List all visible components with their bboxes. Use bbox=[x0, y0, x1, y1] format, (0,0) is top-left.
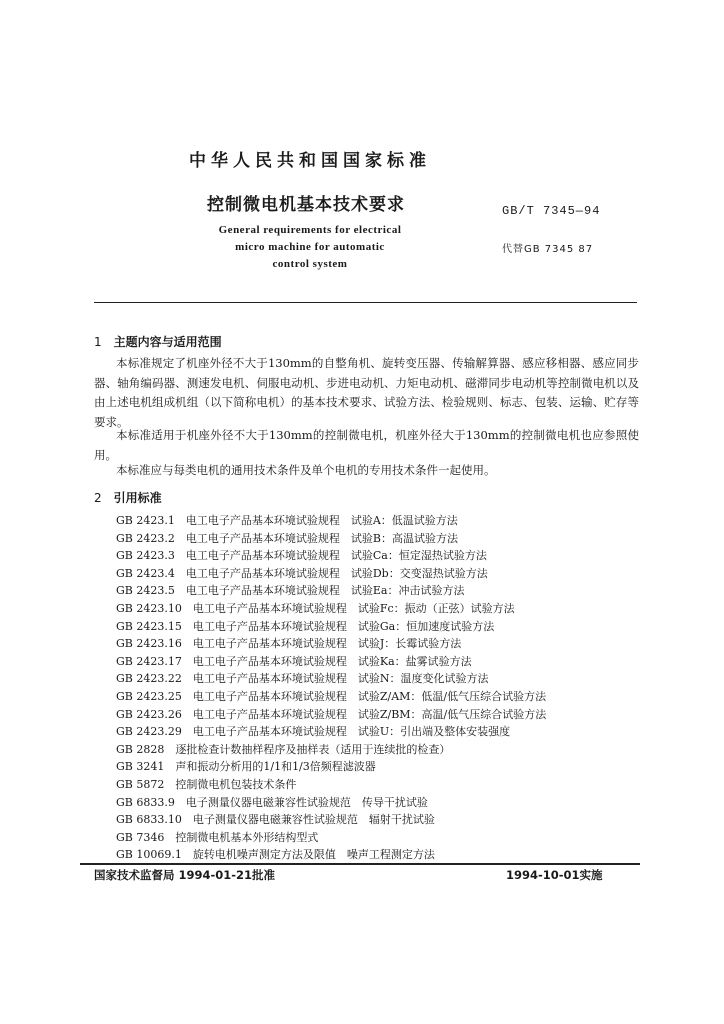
section-title: 主题内容与适用范围 bbox=[113, 335, 222, 349]
footer-divider bbox=[80, 863, 640, 865]
list-item: GB 2423.17 电工电子产品基本环境试验规程 试验Ka：盐雾试验方法 bbox=[116, 654, 472, 668]
paragraph: 本标准适用于机座外径不大于130mm的控制微电机，机座外径大于130mm的控制微电机也应参照使用。 bbox=[94, 428, 639, 462]
section-number: 1 bbox=[94, 335, 102, 349]
list-item: GB 2423.1 电工电子产品基本环境试验规程 试验A：低温试验方法 bbox=[116, 514, 458, 527]
list-item: GB 2423.4 电工电子产品基本环境试验规程 试验Db：交变湿热试验方法 bbox=[116, 566, 488, 580]
list-item: GB 2423.15 电工电子产品基本环境试验规程 试验Ga：恒加速度试验方法 bbox=[116, 619, 495, 633]
section-number: 2 bbox=[94, 491, 102, 505]
header-divider bbox=[94, 302, 637, 303]
replaces-note: 代替GB 7345 87 bbox=[502, 244, 594, 255]
list-item: GB 5872 控制微电机包装技术条件 bbox=[116, 777, 297, 791]
list-item: GB 2423.5 电工电子产品基本环境试验规程 试验Ea：冲击试验方法 bbox=[116, 584, 465, 598]
implementation-date: 1994-10-01实施 bbox=[506, 868, 603, 882]
document-title: 控制微电机基本技术要求 bbox=[207, 195, 405, 215]
country-standard-heading: 中华人民共和国国家标准 bbox=[189, 151, 431, 171]
english-title-line: General requirements for electrical bbox=[218, 224, 402, 236]
list-item: GB 2423.22 电工电子产品基本环境试验规程 试验N：温度变化试验方法 bbox=[116, 672, 489, 686]
list-item: GB 3241 声和振动分析用的1/1和1/3倍频程滤波器 bbox=[116, 760, 376, 774]
section-2-heading bbox=[94, 489, 162, 506]
list-item: GB 10069.1 旋转电机噪声测定方法及限值 噪声工程测定方法 bbox=[116, 848, 435, 862]
list-item: GB 2423.29 电工电子产品基本环境试验规程 试验U：引出端及整体安装强度 bbox=[116, 725, 511, 739]
list-item: GB 2423.10 电工电子产品基本环境试验规程 试验Fc：振动（正弦）试验方法 bbox=[116, 601, 515, 615]
list-item: GB 2423.2 电工电子产品基本环境试验规程 试验B：高温试验方法 bbox=[116, 531, 458, 545]
list-item: GB 7346 控制微电机基本外形结构型式 bbox=[116, 830, 319, 844]
list-item: GB 2423.25 电工电子产品基本环境试验规程 试验Z/AM：低温/低气压综合试验方法 bbox=[116, 689, 547, 703]
list-item: GB 2423.3 电工电子产品基本环境试验规程 试验Ca：恒定湿热试验方法 bbox=[116, 549, 487, 563]
english-title-line: control system bbox=[272, 258, 348, 270]
paragraph: 本标准规定了机座外径不大于130mm的自整角机、旋转变压器、传输解算器、感应移相器、感应同步器、轴角编码器、测速发电机、伺服电动机、步进电动机、力矩电动机、磁滞同步电动机等控制微电机以及由上述电机组成机组（以下简称电机）的基本技术要求、试验方法、检验规则、标志、包装、运输、贮存等要求。 bbox=[94, 356, 639, 429]
list-item: GB 6833.10 电子测量仪器电磁兼容性试验规范 辐射干扰试验 bbox=[116, 813, 435, 827]
list-item: GB 6833.9 电子测量仪器电磁兼容性试验规范 传导干扰试验 bbox=[116, 795, 428, 809]
approval-note: 国家技术监督局 1994-01-21批准 bbox=[94, 868, 276, 882]
referenced-standards-list bbox=[116, 512, 546, 864]
list-item: GB 2828 逐批检查计数抽样程序及抽样表（适用于连续批的检查） bbox=[116, 742, 451, 756]
paragraph: 本标准应与每类电机的通用技术条件及单个电机的专用技术条件一起使用。 bbox=[116, 463, 496, 477]
standard-code: GB/T 7345—94 bbox=[502, 204, 601, 218]
list-item: GB 2423.16 电工电子产品基本环境试验规程 试验J：长霉试验方法 bbox=[116, 637, 462, 651]
section-1-heading bbox=[94, 333, 222, 350]
list-item: GB 2423.26 电工电子产品基本环境试验规程 试验Z/BM：高温/低气压综合试验方法 bbox=[116, 707, 547, 721]
section-title: 引用标准 bbox=[113, 491, 162, 505]
english-title-line: micro machine for automatic bbox=[235, 241, 385, 253]
